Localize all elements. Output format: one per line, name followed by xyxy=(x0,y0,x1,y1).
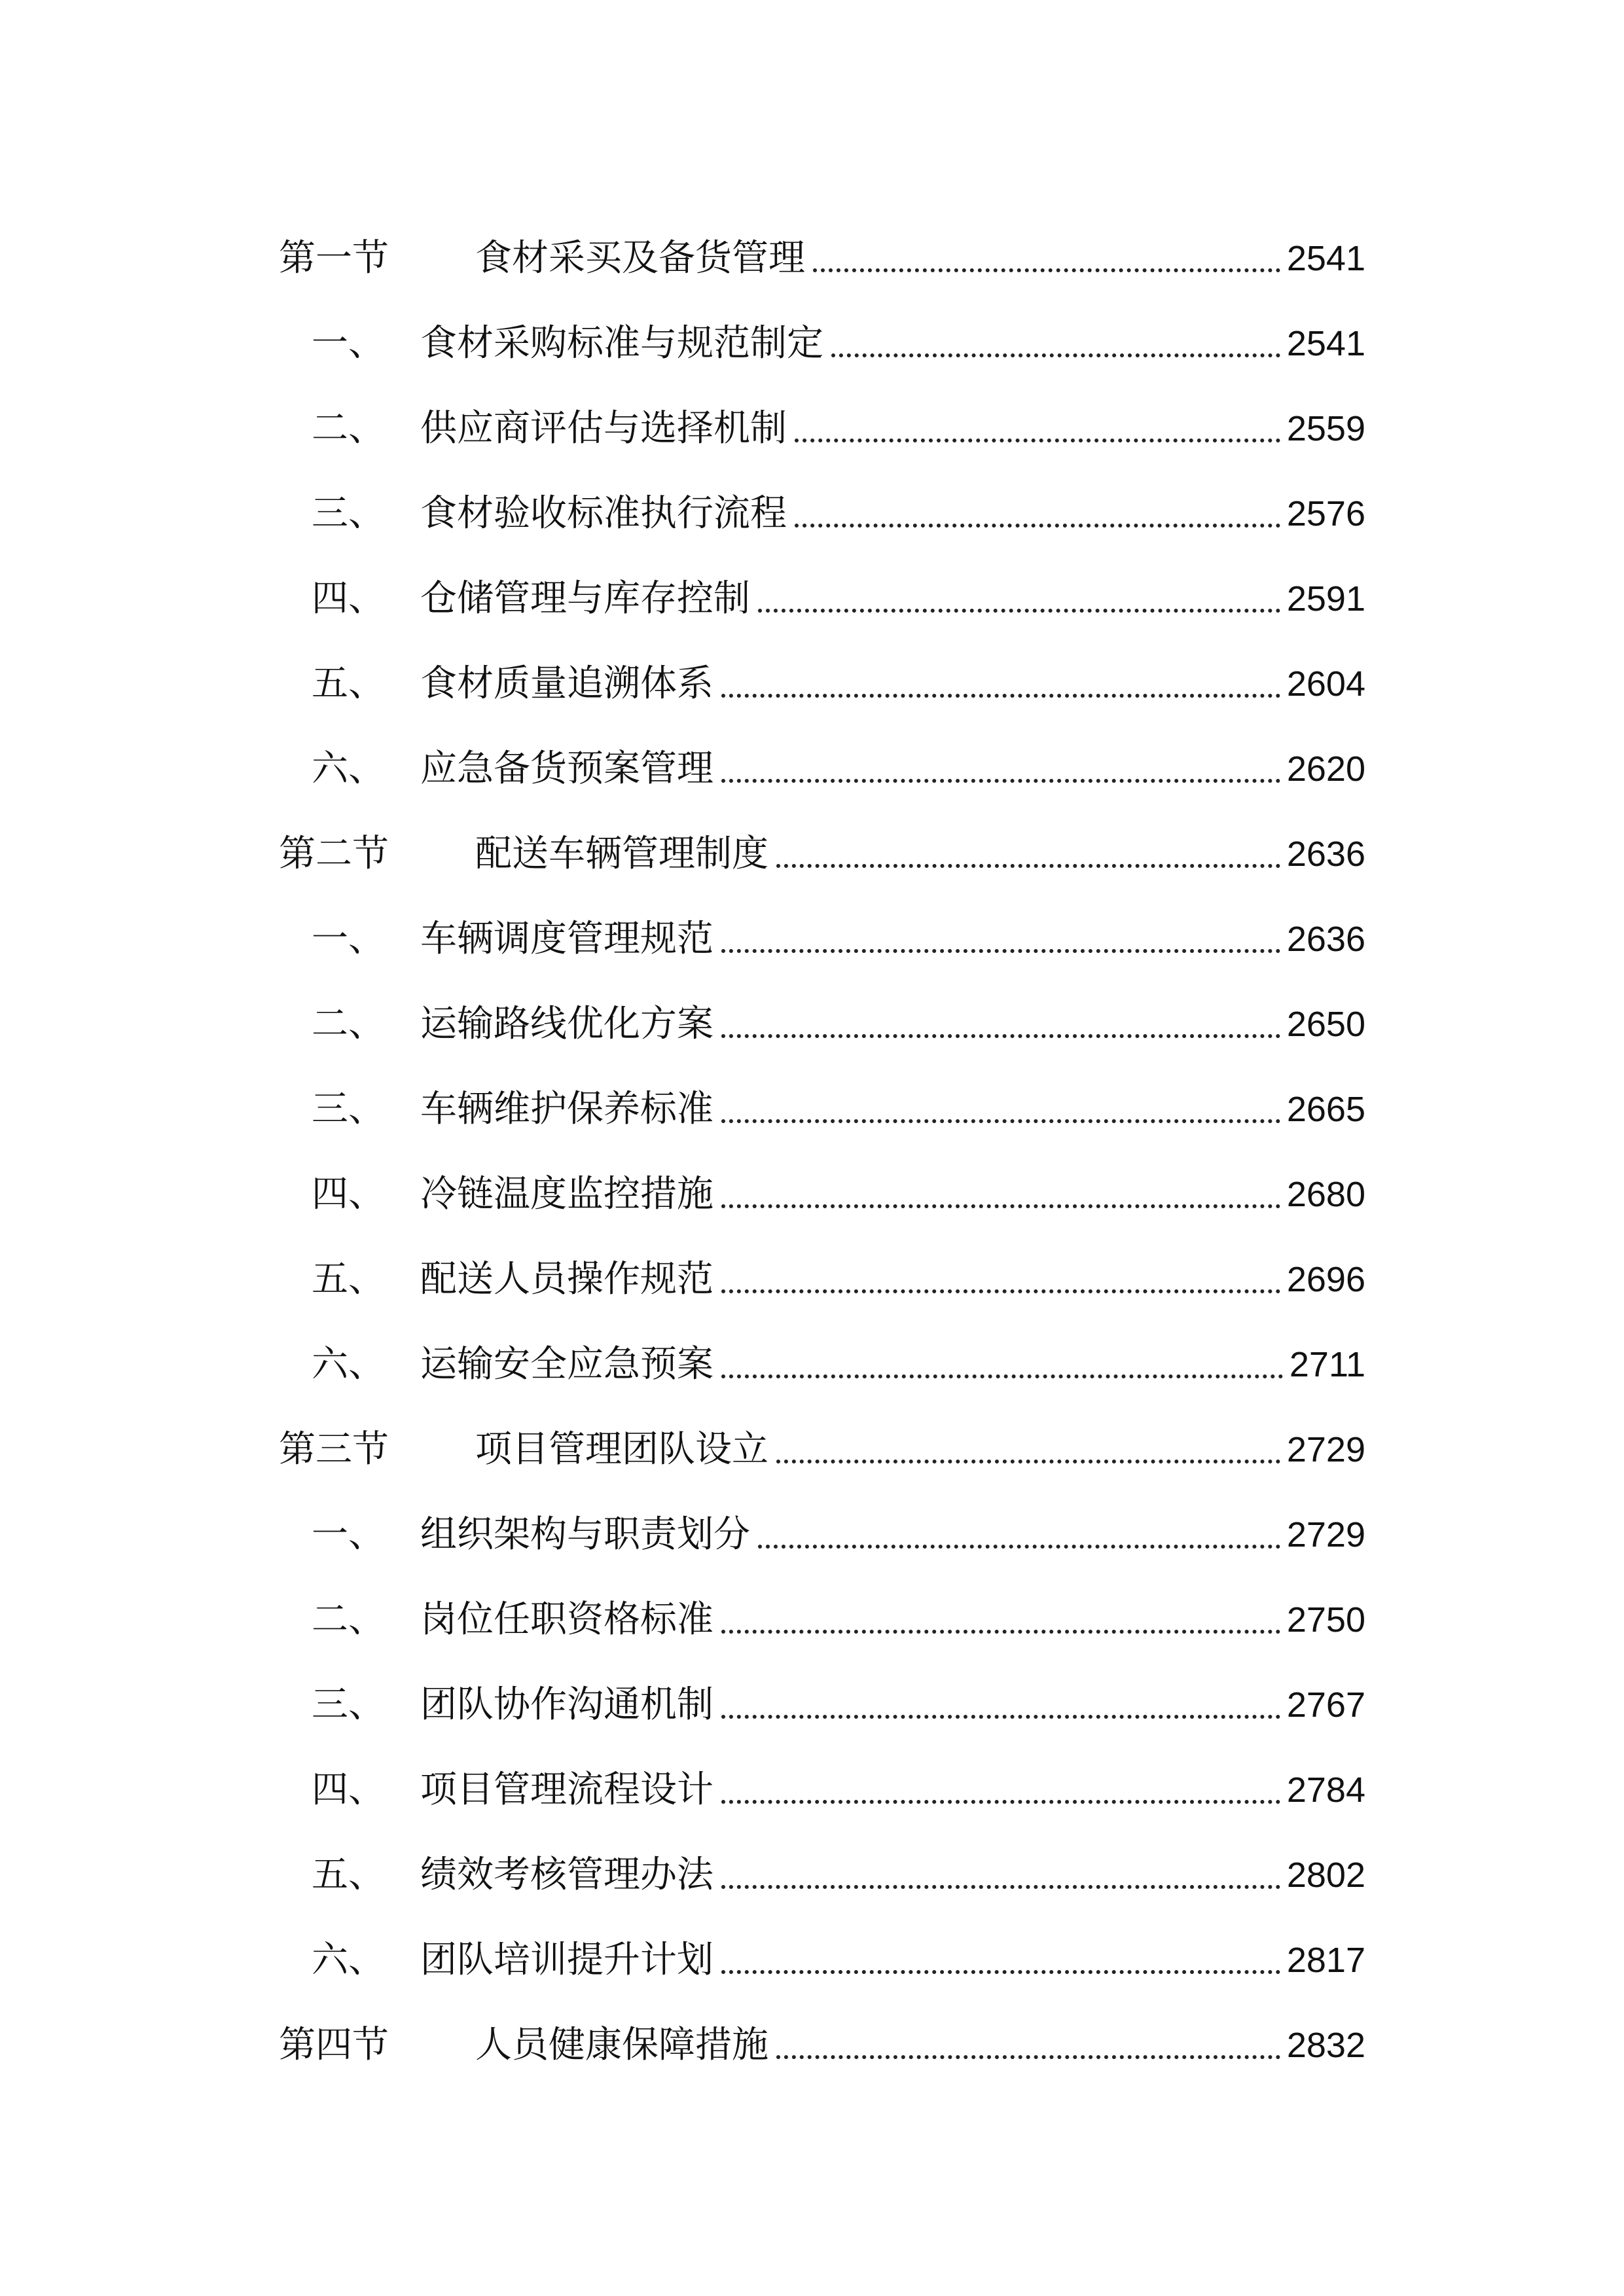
toc-entry-title: 食材验收标准执行流程 xyxy=(420,492,787,535)
toc-entry-page: 2650 xyxy=(1286,1005,1365,1044)
dot-leader xyxy=(721,1715,1280,1719)
dot-leader xyxy=(758,1545,1280,1549)
toc-entry-title: 运输安全应急预案 xyxy=(420,1343,713,1386)
toc-entry-label: 二、 xyxy=(312,1598,385,1641)
toc-entry[interactable] xyxy=(279,812,1365,897)
dot-leader xyxy=(721,1034,1280,1038)
toc-entry-label: 一、 xyxy=(312,1513,385,1556)
dot-leader xyxy=(813,268,1280,272)
toc-entry[interactable] xyxy=(279,1662,1365,1748)
toc-entry[interactable] xyxy=(279,2003,1365,2088)
toc-entry-label: 四、 xyxy=(312,1173,385,1215)
table-of-contents xyxy=(279,216,1365,2088)
toc-entry-title: 岗位任职资格标准 xyxy=(420,1598,713,1641)
toc-entry-page: 2750 xyxy=(1286,1600,1365,1640)
toc-entry-label: 第四节 xyxy=(279,2024,389,2066)
toc-entry-title: 团队培训提升计划 xyxy=(420,1939,713,1981)
toc-entry-title: 仓储管理与库存控制 xyxy=(420,577,750,620)
toc-entry-label: 一、 xyxy=(312,322,385,365)
toc-entry[interactable] xyxy=(279,471,1365,556)
toc-entry-title: 人员健康保障措施 xyxy=(475,2024,768,2066)
toc-entry-page: 2636 xyxy=(1286,834,1365,874)
toc-entry-label: 三、 xyxy=(312,492,385,535)
toc-entry[interactable] xyxy=(279,1748,1365,1833)
toc-entry-title: 供应商评估与选择机制 xyxy=(420,407,787,450)
toc-entry-label: 五、 xyxy=(312,1854,385,1896)
toc-entry-page: 2696 xyxy=(1286,1260,1365,1299)
dot-leader xyxy=(721,1374,1283,1378)
dot-leader xyxy=(721,1885,1280,1889)
dot-leader xyxy=(721,1970,1280,1974)
toc-entry-page: 2802 xyxy=(1286,1856,1365,1895)
toc-entry[interactable] xyxy=(279,301,1365,386)
toc-entry-title: 项目管理流程设计 xyxy=(420,1768,713,1811)
toc-entry-page: 2711 xyxy=(1289,1345,1365,1384)
toc-entry-label: 一、 xyxy=(312,918,385,960)
dot-leader xyxy=(795,524,1280,528)
toc-entry-title: 配送车辆管理制度 xyxy=(475,833,768,875)
toc-entry[interactable] xyxy=(279,641,1365,726)
dot-leader xyxy=(721,1289,1280,1293)
toc-entry-page: 2665 xyxy=(1286,1090,1365,1129)
toc-entry-label: 五、 xyxy=(312,1258,385,1300)
toc-entry-title: 配送人员操作规范 xyxy=(420,1258,713,1300)
toc-entry-title: 车辆维护保养标准 xyxy=(420,1088,713,1130)
toc-entry-page: 2591 xyxy=(1286,579,1365,619)
dot-leader xyxy=(721,1800,1280,1804)
toc-entry-page: 2680 xyxy=(1286,1175,1365,1214)
dot-leader xyxy=(721,949,1280,953)
dot-leader xyxy=(776,1460,1280,1463)
toc-entry[interactable] xyxy=(279,216,1365,301)
toc-entry[interactable] xyxy=(279,1237,1365,1322)
dot-leader xyxy=(721,779,1280,783)
dot-leader xyxy=(721,1119,1280,1123)
toc-entry-title: 绩效考核管理办法 xyxy=(420,1854,713,1896)
toc-entry[interactable] xyxy=(279,1833,1365,1918)
toc-entry-page: 2832 xyxy=(1286,2026,1365,2065)
toc-entry[interactable] xyxy=(279,897,1365,982)
toc-entry[interactable] xyxy=(279,982,1365,1067)
toc-entry[interactable] xyxy=(279,1577,1365,1662)
toc-entry-page: 2767 xyxy=(1286,1685,1365,1725)
toc-entry[interactable] xyxy=(279,1322,1365,1407)
toc-entry[interactable] xyxy=(279,386,1365,471)
toc-entry-page: 2729 xyxy=(1286,1430,1365,1469)
toc-entry-label: 六、 xyxy=(312,747,385,790)
toc-entry-label: 四、 xyxy=(312,577,385,620)
toc-entry-page: 2576 xyxy=(1286,494,1365,533)
dot-leader xyxy=(721,1204,1280,1208)
toc-entry-label: 五、 xyxy=(312,662,385,705)
toc-entry-label: 第一节 xyxy=(279,237,389,279)
toc-entry-label: 三、 xyxy=(312,1088,385,1130)
toc-entry-title: 团队协作沟通机制 xyxy=(420,1683,713,1726)
toc-entry-page: 2636 xyxy=(1286,920,1365,959)
dot-leader xyxy=(795,439,1280,442)
toc-entry-title: 运输路线优化方案 xyxy=(420,1003,713,1045)
toc-entry-label: 六、 xyxy=(312,1343,385,1386)
toc-entry-label: 第二节 xyxy=(279,833,389,875)
toc-entry-label: 二、 xyxy=(312,407,385,450)
dot-leader xyxy=(721,694,1280,698)
toc-entry-page: 2729 xyxy=(1286,1515,1365,1554)
dot-leader xyxy=(776,864,1280,868)
toc-entry-page: 2541 xyxy=(1286,239,1365,278)
toc-entry-page: 2620 xyxy=(1286,749,1365,789)
toc-entry[interactable] xyxy=(279,1407,1365,1492)
toc-entry-title: 应急备货预案管理 xyxy=(420,747,713,790)
toc-entry-title: 食材采购标准与规范制定 xyxy=(420,322,823,365)
toc-entry-title: 冷链温度监控措施 xyxy=(420,1173,713,1215)
toc-entry-page: 2784 xyxy=(1286,1770,1365,1810)
toc-entry[interactable] xyxy=(279,1152,1365,1237)
toc-entry-title: 车辆调度管理规范 xyxy=(420,918,713,960)
toc-entry-page: 2604 xyxy=(1286,664,1365,704)
toc-entry-title: 食材质量追溯体系 xyxy=(420,662,713,705)
toc-entry-page: 2541 xyxy=(1286,324,1365,363)
dot-leader xyxy=(758,609,1280,613)
toc-entry[interactable] xyxy=(279,1492,1365,1577)
dot-leader xyxy=(721,1630,1280,1634)
dot-leader xyxy=(831,353,1280,357)
toc-entry-label: 六、 xyxy=(312,1939,385,1981)
toc-entry[interactable] xyxy=(279,726,1365,812)
toc-entry-label: 四、 xyxy=(312,1768,385,1811)
toc-entry-label: 第三节 xyxy=(279,1428,389,1471)
toc-entry-title: 项目管理团队设立 xyxy=(475,1428,768,1471)
toc-entry-page: 2817 xyxy=(1286,1941,1365,1980)
toc-entry[interactable] xyxy=(279,1067,1365,1152)
toc-entry-title: 食材采买及备货管理 xyxy=(475,237,805,279)
toc-entry-page: 2559 xyxy=(1286,409,1365,448)
toc-entry-label: 三、 xyxy=(312,1683,385,1726)
toc-entry-label: 二、 xyxy=(312,1003,385,1045)
toc-entry-title: 组织架构与职责划分 xyxy=(420,1513,750,1556)
toc-entry[interactable] xyxy=(279,1918,1365,2003)
toc-entry[interactable] xyxy=(279,556,1365,641)
dot-leader xyxy=(776,2055,1280,2059)
